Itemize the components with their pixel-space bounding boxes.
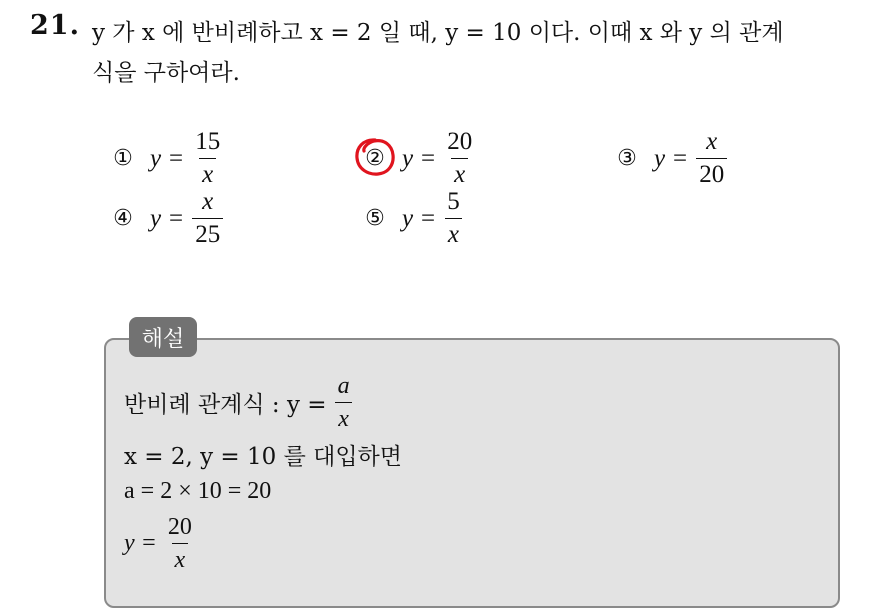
choice-3[interactable]: [612, 128, 727, 189]
solution-line-1-numerator: a: [337, 373, 350, 399]
choice-4-fraction: [192, 188, 223, 249]
question-text: [92, 13, 872, 93]
solution-tag: 해설: [129, 317, 197, 357]
choice-2-numerator: 20: [447, 128, 473, 155]
choice-4-denominator: 25: [192, 218, 223, 249]
choice-3-numerator: x: [706, 128, 718, 155]
question-line-1: y 가 x 에 반비례하고 x = 2 일 때, y = 10 이다. 이때 x 와 y 의 관계: [92, 20, 784, 46]
choice-1[interactable]: [108, 128, 223, 189]
choice-1-lhs: y =: [150, 144, 185, 172]
choice-3-marker: ③: [617, 146, 637, 171]
choice-3-denominator: 20: [696, 158, 727, 189]
choice-2-fraction: [444, 128, 475, 189]
choice-5-fraction: [444, 188, 463, 249]
choice-3-fraction: [696, 128, 727, 189]
choice-1-denominator: x: [199, 158, 216, 189]
choice-5-lhs: y =: [402, 204, 437, 232]
choice-5[interactable]: [360, 188, 463, 249]
solution-line-4-fraction: [165, 513, 195, 574]
solution-line-4: [124, 513, 195, 574]
choice-4-marker: ④: [113, 206, 133, 231]
choice-2-denominator: x: [451, 158, 468, 189]
solution-line-1: [124, 372, 353, 433]
solution-line-1-fraction: [335, 372, 353, 433]
answer-circle-mark: [353, 136, 397, 178]
choice-5-numerator: 5: [447, 188, 460, 215]
choice-2-marker: ②: [365, 146, 385, 171]
problem-number: 21.: [30, 10, 80, 41]
choice-4[interactable]: [108, 188, 223, 249]
question-line-2: 식을 구하여라.: [92, 60, 240, 86]
solution-line-4-lhs: y =: [124, 530, 157, 556]
choice-1-numerator: 15: [195, 128, 221, 155]
choice-4-numerator: x: [202, 188, 214, 215]
solution-line-4-denominator: x: [172, 543, 189, 574]
choice-1-fraction: [192, 128, 223, 189]
solution-line-1-text: 반비례 관계식 : y =: [124, 392, 327, 418]
choice-5-marker: ⑤: [365, 206, 385, 231]
solution-line-1-denominator: x: [335, 402, 352, 433]
solution-line-3: a = 2 × 10 = 20: [124, 478, 272, 504]
choice-1-marker: ①: [113, 146, 133, 171]
choice-4-lhs: y =: [150, 204, 185, 232]
solution-line-4-numerator: 20: [167, 514, 192, 540]
choice-2-lhs: y =: [402, 144, 437, 172]
choice-3-lhs: y =: [654, 144, 689, 172]
choice-5-denominator: x: [445, 218, 462, 249]
solution-line-2: x = 2, y = 10 를 대입하면: [124, 444, 402, 470]
